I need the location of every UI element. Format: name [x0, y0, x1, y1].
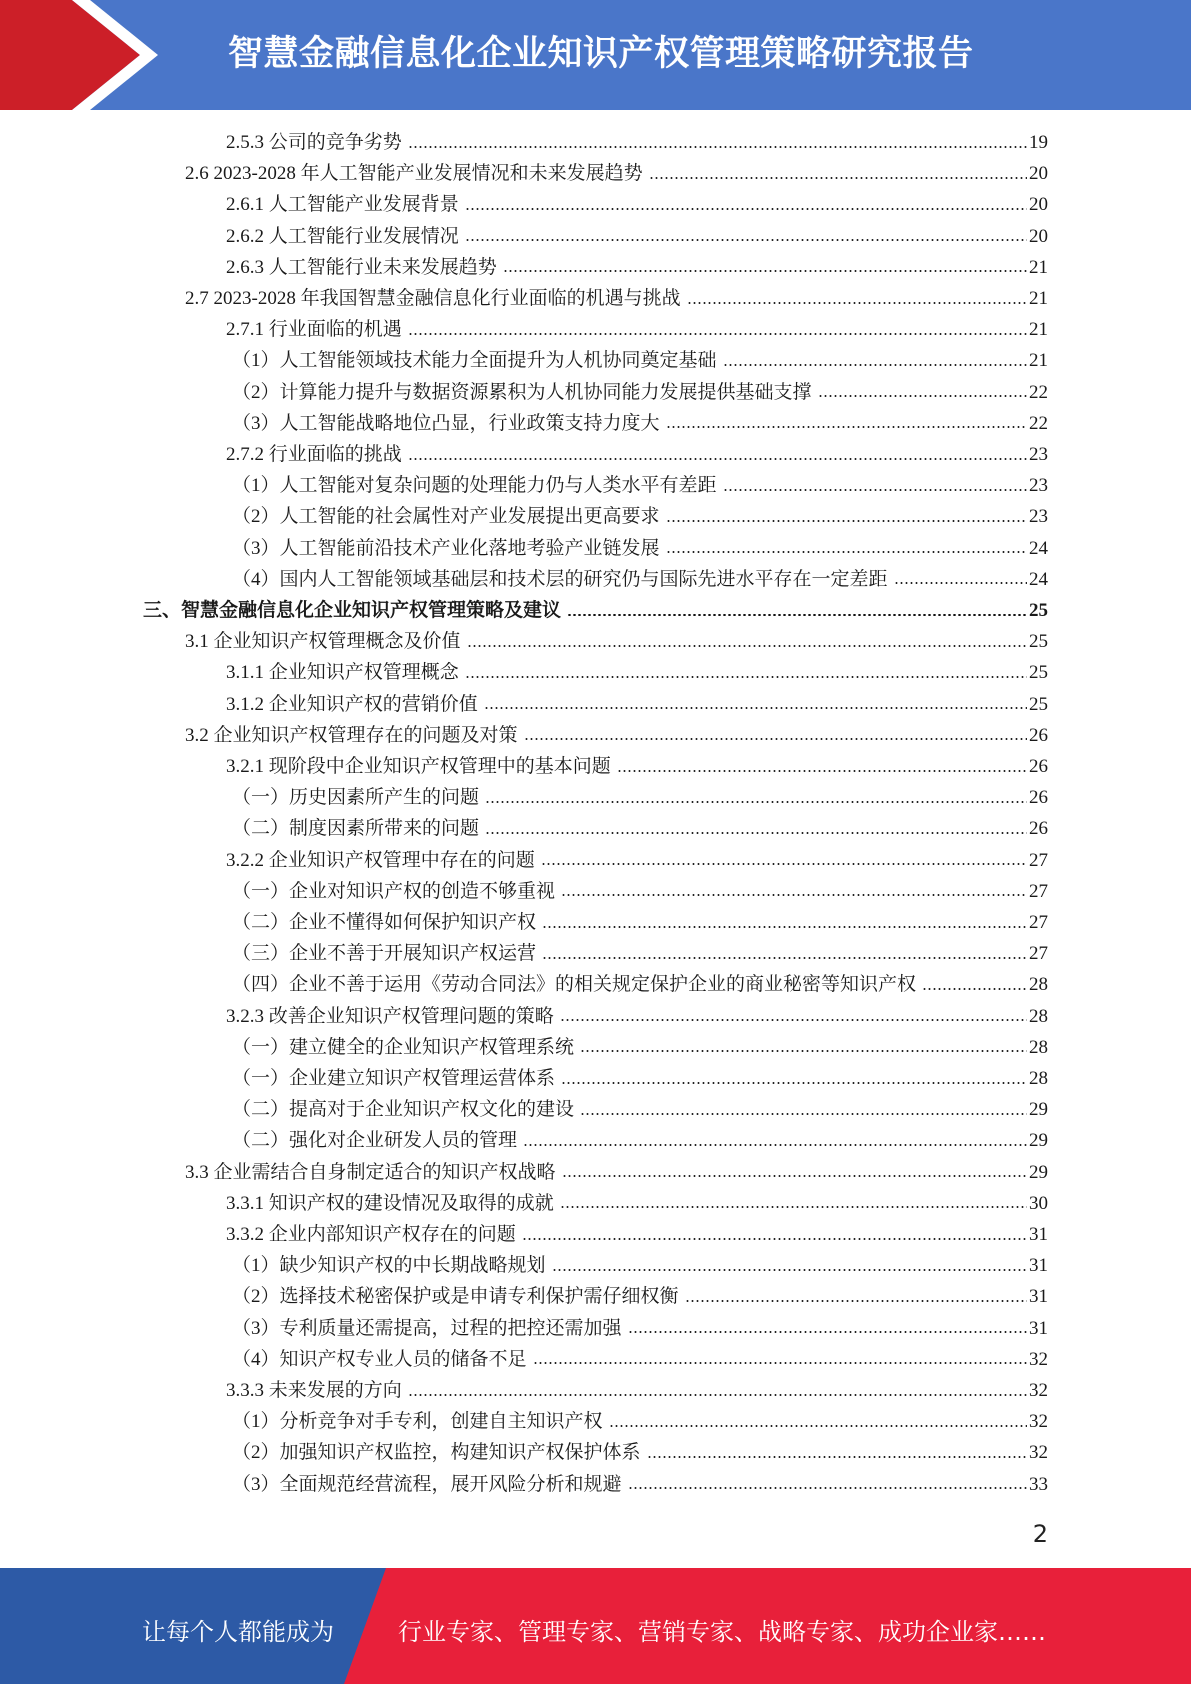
toc-entry[interactable]	[143, 595, 1048, 626]
toc-entry-title: （四）企业不善于运用《劳动合同法》的相关规定保护企业的商业秘密等知识产权	[232, 974, 917, 996]
toc-entry[interactable]	[232, 533, 1048, 564]
toc-entry-page: 23	[1029, 475, 1048, 497]
toc-entry-page: 25	[1029, 631, 1048, 653]
toc-entry-page: 31	[1029, 1224, 1048, 1245]
toc-entry[interactable]	[226, 1219, 1048, 1250]
toc-entry-page: 22	[1029, 412, 1048, 434]
toc-dot-leader	[465, 208, 1027, 210]
toc-entry-page: 25	[1029, 600, 1048, 621]
toc-entry[interactable]	[232, 907, 1048, 938]
toc-entry[interactable]	[232, 969, 1048, 1000]
toc-entry[interactable]	[185, 1157, 1048, 1188]
toc-dot-leader	[609, 1425, 1027, 1427]
toc-dot-leader	[628, 1487, 1027, 1489]
page-header	[0, 0, 1191, 110]
toc-entry[interactable]	[232, 377, 1048, 408]
toc-entry[interactable]	[226, 689, 1048, 720]
toc-entry-page: 21	[1029, 319, 1048, 341]
toc-dot-leader	[649, 177, 1027, 179]
toc-dot-leader	[533, 1362, 1027, 1364]
toc-entry-page: 27	[1029, 849, 1048, 871]
toc-entry[interactable]	[232, 1281, 1048, 1312]
toc-entry-page: 29	[1029, 1161, 1048, 1183]
toc-entry[interactable]	[232, 1125, 1048, 1156]
toc-entry[interactable]	[185, 720, 1048, 751]
toc-entry[interactable]	[226, 845, 1048, 876]
toc-entry-title: 2.7 2023-2028 年我国智慧金融信息化行业面临的机遇与挑战	[185, 288, 681, 309]
toc-dot-leader	[628, 1331, 1027, 1333]
toc-dot-leader	[580, 1113, 1027, 1115]
toc-entry-title: （4）国内人工智能领域基础层和技术层的研究仍与国际先进水平存在一定差距	[232, 568, 888, 590]
toc-entry-title: 3.3.3 未来发展的方向	[226, 1380, 402, 1401]
toc-entry-page: 23	[1029, 506, 1048, 528]
toc-entry[interactable]	[232, 1313, 1048, 1344]
toc-entry-title: （1）人工智能领域技术能力全面提升为人机协同奠定基础	[232, 350, 717, 372]
toc-dot-leader	[465, 239, 1027, 241]
toc-entry-title: （1）分析竞争对手专利，创建自主知识产权	[232, 1411, 603, 1433]
toc-dot-leader	[408, 458, 1027, 460]
toc-entry[interactable]	[232, 1406, 1048, 1437]
toc-entry-title: 2.6.3 人工智能行业未来发展趋势	[226, 256, 497, 278]
toc-dot-leader	[647, 1456, 1027, 1458]
toc-entry[interactable]	[232, 1032, 1048, 1063]
toc-entry-title: （三）企业不善于开展知识产权运营	[232, 943, 537, 965]
toc-entry-page: 26	[1029, 724, 1048, 746]
toc-entry[interactable]	[232, 1063, 1048, 1094]
toc-entry-title: 3.1.1 企业知识产权管理概念	[226, 662, 459, 684]
toc-entry[interactable]	[226, 314, 1048, 345]
toc-entry-page: 25	[1029, 693, 1048, 715]
toc-entry-page: 26	[1029, 756, 1048, 777]
toc-entry-page: 28	[1029, 1068, 1048, 1089]
toc-entry-title: （2）计算能力提升与数据资源累积为人机协同能力发展提供基础支撑	[232, 381, 812, 403]
toc-dot-leader	[617, 770, 1027, 772]
toc-dot-leader	[484, 707, 1027, 709]
page-number: 2	[1032, 1520, 1048, 1548]
toc-entry-title: 3.3.1 知识产权的建设情况及取得的成就	[226, 1192, 554, 1214]
toc-dot-leader	[465, 676, 1027, 678]
toc-entry[interactable]	[232, 1094, 1048, 1125]
toc-entry-title: 2.7.1 行业面临的机遇	[226, 319, 402, 341]
toc-entry-page: 27	[1029, 912, 1048, 933]
toc-entry-page: 26	[1029, 787, 1048, 809]
footer-slogan-right: 行业专家、管理专家、营销专家、战略专家、成功企业家……	[398, 1618, 1046, 1646]
toc-entry-title: （2）加强知识产权监控，构建知识产权保护体系	[232, 1442, 641, 1464]
toc-entry-page: 32	[1029, 1442, 1048, 1464]
toc-entry[interactable]	[226, 1375, 1048, 1406]
toc-dot-leader	[666, 426, 1027, 428]
toc-dot-leader	[408, 146, 1027, 148]
toc-dot-leader	[503, 270, 1027, 272]
toc-entry-page: 32	[1029, 1348, 1048, 1370]
toc-dot-leader	[580, 1050, 1027, 1052]
toc-dot-leader	[723, 489, 1027, 491]
toc-entry[interactable]	[232, 813, 1048, 844]
toc-entry[interactable]	[232, 1344, 1048, 1375]
toc-entry-page: 27	[1029, 943, 1048, 965]
toc-entry[interactable]	[226, 1001, 1048, 1032]
toc-entry[interactable]	[226, 127, 1048, 158]
toc-entry-title: 2.6.1 人工智能产业发展背景	[226, 194, 459, 216]
toc-dot-leader	[542, 957, 1027, 959]
toc-entry[interactable]	[232, 501, 1048, 532]
toc-entry-title: （3）全面规范经营流程，展开风险分析和规避	[232, 1473, 622, 1495]
toc-dot-leader	[552, 1269, 1027, 1271]
toc-entry[interactable]	[232, 345, 1048, 376]
toc-entry-page: 20	[1029, 194, 1048, 216]
page-footer	[0, 1568, 1191, 1684]
toc-entry-page: 21	[1029, 256, 1048, 278]
toc-entry-title: 3.2 企业知识产权管理存在的问题及对策	[185, 724, 518, 746]
toc-entry[interactable]	[226, 252, 1048, 283]
toc-entry-title: （二）企业不懂得如何保护知识产权	[232, 912, 537, 933]
toc-entry-page: 24	[1029, 568, 1048, 590]
toc-entry-title: （4）知识产权专业人员的储备不足	[232, 1348, 527, 1370]
toc-entry-page: 33	[1029, 1473, 1048, 1495]
toc-dot-leader	[818, 395, 1027, 397]
toc-dot-leader	[542, 926, 1027, 928]
toc-entry[interactable]	[232, 408, 1048, 439]
toc-entry-page: 23	[1029, 444, 1048, 465]
toc-dot-leader	[524, 738, 1027, 740]
toc-entry-page: 20	[1029, 225, 1048, 247]
toc-entry[interactable]	[226, 189, 1048, 220]
toc-entry[interactable]	[232, 782, 1048, 813]
toc-entry[interactable]	[232, 938, 1048, 969]
toc-entry[interactable]	[232, 564, 1048, 595]
toc-entry[interactable]	[226, 221, 1048, 252]
toc-entry-title: （1）缺少知识产权的中长期战略规划	[232, 1255, 546, 1277]
toc-dot-leader	[666, 551, 1027, 553]
toc-dot-leader	[522, 1238, 1027, 1240]
toc-dot-leader	[562, 1175, 1027, 1177]
toc-entry-page: 29	[1029, 1130, 1048, 1152]
toc-dot-leader	[541, 863, 1027, 865]
toc-dot-leader	[687, 302, 1027, 304]
toc-entry-title: （3）人工智能前沿技术产业化落地考验产业链发展	[232, 537, 660, 559]
toc-entry-page: 20	[1029, 163, 1048, 185]
toc-entry[interactable]	[232, 876, 1048, 907]
toc-entry-title: 3.1 企业知识产权管理概念及价值	[185, 631, 461, 653]
toc-entry[interactable]	[185, 283, 1048, 314]
toc-entry-page: 22	[1029, 381, 1048, 403]
toc-entry[interactable]	[226, 751, 1048, 782]
toc-entry-title: （二）提高对于企业知识产权文化的建设	[232, 1099, 575, 1121]
toc-entry-page: 24	[1029, 537, 1048, 559]
toc-dot-leader	[485, 832, 1027, 834]
toc-entry-title: 3.3 企业需结合自身制定适合的知识产权战略	[185, 1161, 556, 1183]
toc-entry-page: 21	[1029, 350, 1048, 372]
toc-entry-title: （3）人工智能战略地位凸显，行业政策支持力度大	[232, 412, 660, 434]
toc-dot-leader	[561, 1082, 1027, 1084]
toc-entry[interactable]	[226, 657, 1048, 688]
toc-entry-title: 3.2.1 现阶段中企业知识产权管理中的基本问题	[226, 756, 611, 777]
toc-dot-leader	[685, 1300, 1027, 1302]
toc-entry[interactable]	[226, 439, 1048, 470]
toc-entry-title: 3.2.3 改善企业知识产权管理问题的策略	[226, 1005, 554, 1027]
toc-dot-leader	[408, 333, 1027, 335]
toc-dot-leader	[467, 645, 1027, 647]
toc-entry-page: 19	[1029, 132, 1048, 153]
toc-entry-page: 26	[1029, 818, 1048, 840]
toc-dot-leader	[408, 1394, 1027, 1396]
toc-dot-leader	[485, 801, 1027, 803]
toc-entry-title: （3）专利质量还需提高，过程的把控还需加强	[232, 1317, 622, 1339]
toc-entry[interactable]	[232, 470, 1048, 501]
toc-entry-page: 32	[1029, 1411, 1048, 1433]
toc-entry-title: 2.6.2 人工智能行业发展情况	[226, 225, 459, 247]
toc-dot-leader	[894, 582, 1027, 584]
toc-entry[interactable]	[232, 1250, 1048, 1281]
toc-entry-page: 25	[1029, 662, 1048, 684]
toc-entry-title: （一）企业对知识产权的创造不够重视	[232, 880, 556, 902]
toc-entry-page: 31	[1029, 1255, 1048, 1277]
toc-entry-page: 28	[1029, 1036, 1048, 1058]
report-title: 智慧金融信息化企业知识产权管理策略研究报告	[228, 34, 974, 74]
toc-entry-title: 2.7.2 行业面临的挑战	[226, 444, 402, 465]
toc-entry[interactable]	[185, 626, 1048, 657]
toc-dot-leader	[666, 520, 1027, 522]
toc-dot-leader	[523, 1144, 1027, 1146]
toc-entry-title: 三、智慧金融信息化企业知识产权管理策略及建议	[143, 600, 562, 621]
toc-entry[interactable]	[232, 1469, 1048, 1500]
toc-entry-page: 29	[1029, 1099, 1048, 1121]
toc-entry-title: 3.2.2 企业知识产权管理中存在的问题	[226, 849, 535, 871]
toc-entry-title: （二）强化对企业研发人员的管理	[232, 1130, 518, 1152]
toc-entry-page: 27	[1029, 880, 1048, 902]
toc-entry-title: （一）历史因素所产生的问题	[232, 787, 480, 809]
toc-dot-leader	[567, 614, 1027, 616]
toc-entry-title: 3.3.2 企业内部知识产权存在的问题	[226, 1224, 516, 1245]
toc-entry-title: （二）制度因素所带来的问题	[232, 818, 480, 840]
toc-entry-page: 28	[1029, 974, 1048, 996]
toc-entry-page: 31	[1029, 1286, 1048, 1308]
toc-dot-leader	[561, 894, 1027, 896]
toc-entry-title: （一）建立健全的企业知识产权管理系统	[232, 1036, 575, 1058]
toc-entry-page: 30	[1029, 1192, 1048, 1214]
toc-entry-title: （一）企业建立知识产权管理运营体系	[232, 1068, 556, 1089]
footer-slogan-left: 让每个人都能成为	[142, 1618, 334, 1646]
toc-entry[interactable]	[232, 1437, 1048, 1468]
toc-dot-leader	[560, 1019, 1027, 1021]
toc-dot-leader	[922, 988, 1027, 990]
toc-entry-page: 28	[1029, 1005, 1048, 1027]
toc-entry-title: （2）选择技术秘密保护或是申请专利保护需仔细权衡	[232, 1286, 679, 1308]
toc-dot-leader	[560, 1206, 1027, 1208]
toc-dot-leader	[723, 364, 1027, 366]
toc-entry-title: （1）人工智能对复杂问题的处理能力仍与人类水平有差距	[232, 475, 717, 497]
toc-entry[interactable]	[185, 158, 1048, 189]
toc-entry-title: 2.5.3 公司的竞争劣势	[226, 132, 402, 153]
toc-entry-page: 21	[1029, 288, 1048, 309]
toc-entry-title: （2）人工智能的社会属性对产业发展提出更高要求	[232, 506, 660, 528]
toc-entry-page: 31	[1029, 1317, 1048, 1339]
toc-entry-title: 2.6 2023-2028 年人工智能产业发展情况和未来发展趋势	[185, 163, 643, 185]
toc-entry-title: 3.1.2 企业知识产权的营销价值	[226, 693, 478, 715]
toc-entry-page: 32	[1029, 1380, 1048, 1401]
toc-entry[interactable]	[226, 1188, 1048, 1219]
